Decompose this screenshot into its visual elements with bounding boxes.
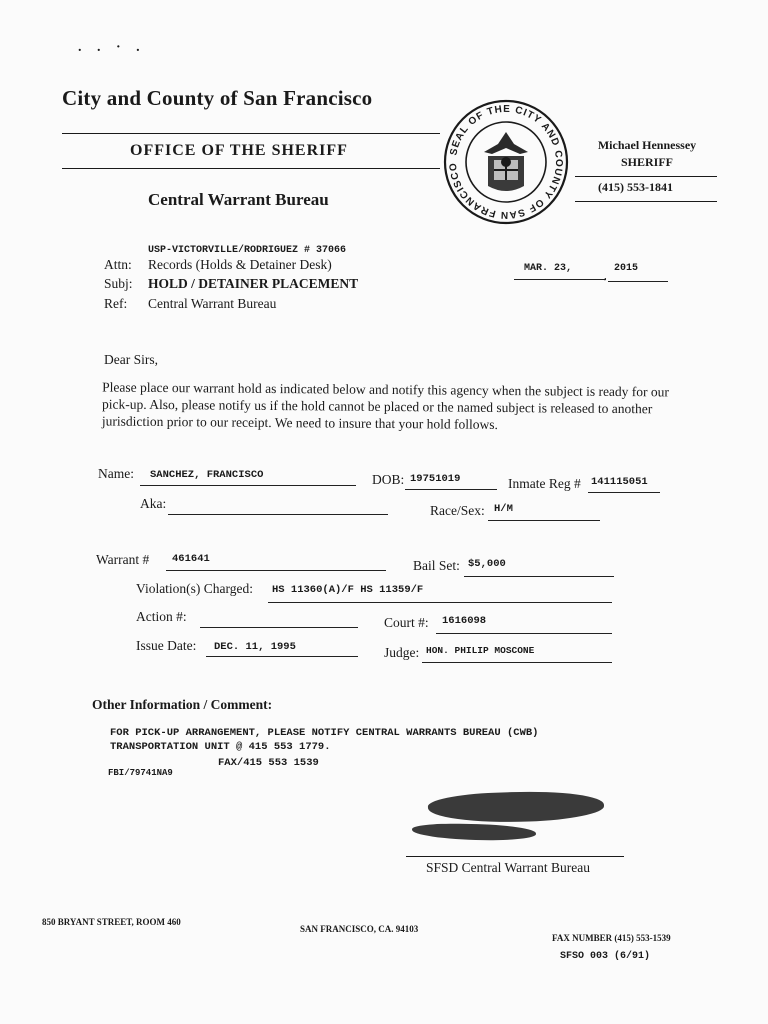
county-seal [440,98,572,226]
aka-label: Aka: [140,496,167,511]
footer-fax: FAX NUMBER (415) 553-1539 [552,933,671,943]
city-title: City and County of San Francisco [62,86,373,110]
subj-label: Subj: [104,276,133,291]
comment-line-2: TRANSPORTATION UNIT @ 415 553 1779. [110,741,331,753]
redacted-signature-line-2 [412,823,536,841]
subj-value: HOLD / DETAINER PLACEMENT [148,276,359,291]
bail-value: $5,000 [468,558,506,570]
salutation: Dear Sirs, [104,352,158,367]
header-rule-top [62,133,440,134]
seal-icon [440,98,572,226]
inmate-reg-label: Inmate Reg # [508,476,581,491]
bail-label: Bail Set: [413,558,460,573]
court-label: Court #: [384,615,429,630]
attn-value: Records (Holds & Detainer Desk) [148,257,332,272]
ref-label: Ref: [104,296,128,311]
court-value: 1616098 [442,615,487,627]
warrant-label: Warrant # [96,552,150,567]
sheriff-rule-2 [575,201,717,202]
footer-form-number: SFSO 003 (6/91) [560,951,651,962]
race-sex-underline [488,520,600,521]
name-label: Name: [98,466,134,481]
attn-label: Attn: [104,257,132,272]
issue-date-label: Issue Date: [136,638,197,653]
sheriff-name: Michael Hennessey [597,138,697,152]
judge-underline [422,662,612,663]
signature-rule [406,856,624,857]
signature-caption: SFSD Central Warrant Bureau [426,860,591,875]
name-value: SANCHEZ, FRANCISCO [150,469,264,481]
comment-line-3: FAX/415 553 1539 [218,757,319,769]
letter-date-year: 2015 [614,263,639,274]
date-rule-2 [608,281,668,282]
race-sex-label: Race/Sex: [430,503,485,518]
dob-value: 19751019 [410,473,461,485]
redacted-signature [428,789,605,825]
race-sex-value: H/M [494,503,513,515]
aka-underline [168,514,388,515]
header-rule-bottom [62,168,440,169]
scan-specks: . . · . [78,40,146,55]
sheriff-title: SHERIFF [620,155,673,169]
action-underline [200,627,358,628]
violation-value: HS 11360(A)/F HS 11359/F [272,584,424,596]
judge-label: Judge: [384,645,420,660]
sheriff-phone: (415) 553-1841 [598,180,673,194]
violation-label: Violation(s) Charged: [136,581,254,596]
inmate-reg-value: 141115051 [591,476,648,488]
court-underline [436,633,612,634]
warrant-underline [166,570,386,571]
warrant-value: 461641 [172,553,210,565]
ref-value: Central Warrant Bureau [148,296,277,311]
seal-ring-text: SEAL OF THE CITY AND COUNTY OF SAN FRANCISCO [447,103,565,221]
bail-underline [464,576,614,577]
recipient-line: USP-VICTORVILLE/RODRIGUEZ # 37066 [148,245,347,256]
inmate-reg-underline [588,492,660,493]
footer-city: SAN FRANCISCO, CA. 94103 [300,924,419,934]
date-rule-1 [514,279,606,280]
sheriff-rule-1 [575,176,717,177]
office-title: OFFICE OF THE SHERIFF [130,142,348,159]
letter-date-separator: , [604,270,607,282]
name-underline [140,485,356,486]
violation-underline [268,602,612,603]
dob-label: DOB: [372,472,405,487]
letter-body: Please place our warrant hold as indicated below and notify this agency when the subject is ready for our pick-up. Also, please notify us if the hold cannot be placed or the named subject is released to another jurisdiction prior to our receipt. We need to insure that your hold follows. [101,379,670,432]
letter-date-month-day: MAR. 23, [524,263,573,274]
issue-date-underline [206,656,358,657]
bureau-title: Central Warrant Bureau [148,190,329,209]
issue-date-value: DEC. 11, 1995 [214,641,296,653]
comment-line-1: FOR PICK-UP ARRANGEMENT, PLEASE NOTIFY CENTRAL WARRANTS BUREAU (CWB) [110,727,539,739]
judge-value: HON. PHILIP MOSCONE [426,645,535,656]
comment-line-4: FBI/79741NA9 [108,768,173,778]
comments-label: Other Information / Comment: [92,697,273,712]
action-label: Action #: [136,609,187,624]
dob-underline [405,489,497,490]
footer-address: 850 BRYANT STREET, ROOM 460 [42,917,181,927]
